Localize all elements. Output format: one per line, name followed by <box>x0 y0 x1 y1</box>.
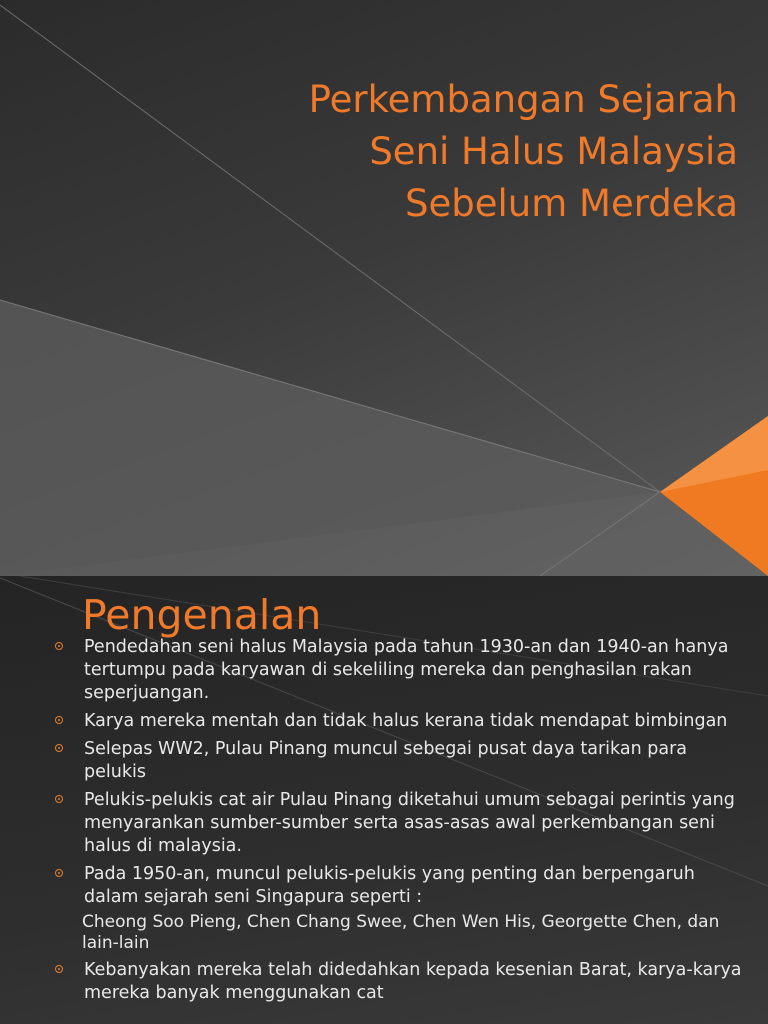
title-line: Perkembangan Sejarah <box>308 78 738 121</box>
bullet-icon <box>55 744 63 752</box>
bullet-list <box>52 636 742 1010</box>
slide-heading: Pengenalan <box>82 591 322 639</box>
bullet-text: Pendedahan seni halus Malaysia pada tahun 1930-an dan 1940-an hanya tertumpu pada karyawan di sekeliling mereka dan penghasilan rakan seperjuangan. <box>84 637 729 703</box>
list-item <box>52 636 742 705</box>
slide-title <box>178 74 738 230</box>
content-slide <box>0 576 768 1024</box>
list-item <box>52 738 742 784</box>
sub-item <box>52 912 742 954</box>
bullet-text: Karya mereka mentah dan tidak halus kerana tidak mendapat bimbingan <box>84 711 728 731</box>
bullet-icon <box>55 642 63 650</box>
bullet-icon <box>55 716 63 724</box>
bullet-icon <box>55 869 63 877</box>
list-item <box>52 789 742 858</box>
bullet-text: Pada 1950-an, muncul pelukis-pelukis yang penting dan berpengaruh dalam sejarah seni Singapura seperti : <box>84 864 695 907</box>
list-item <box>52 710 742 733</box>
bullet-icon <box>55 795 63 803</box>
title-line: Sebelum Merdeka <box>405 182 738 225</box>
sub-text: Cheong Soo Pieng, Chen Chang Swee, Chen Wen His, Georgette Chen, dan lain-lain <box>82 912 720 953</box>
bullet-text: Selepas WW2, Pulau Pinang muncul sebegai pusat daya tarikan para pelukis <box>84 739 687 782</box>
list-item <box>52 863 742 909</box>
bullet-text: Pelukis-pelukis cat air Pulau Pinang diketahui umum sebagai perintis yang menyarankan sumber-sumber serta asas-asas awal perkembangan seni halus di malaysia. <box>84 790 735 856</box>
bullet-icon <box>55 965 63 973</box>
bullet-text: Kebanyakan mereka telah didedahkan kepada kesenian Barat, karya-karya mereka banyak menggunakan cat <box>84 960 742 1003</box>
list-item <box>52 959 742 1005</box>
title-line: Seni Halus Malaysia <box>369 130 738 173</box>
